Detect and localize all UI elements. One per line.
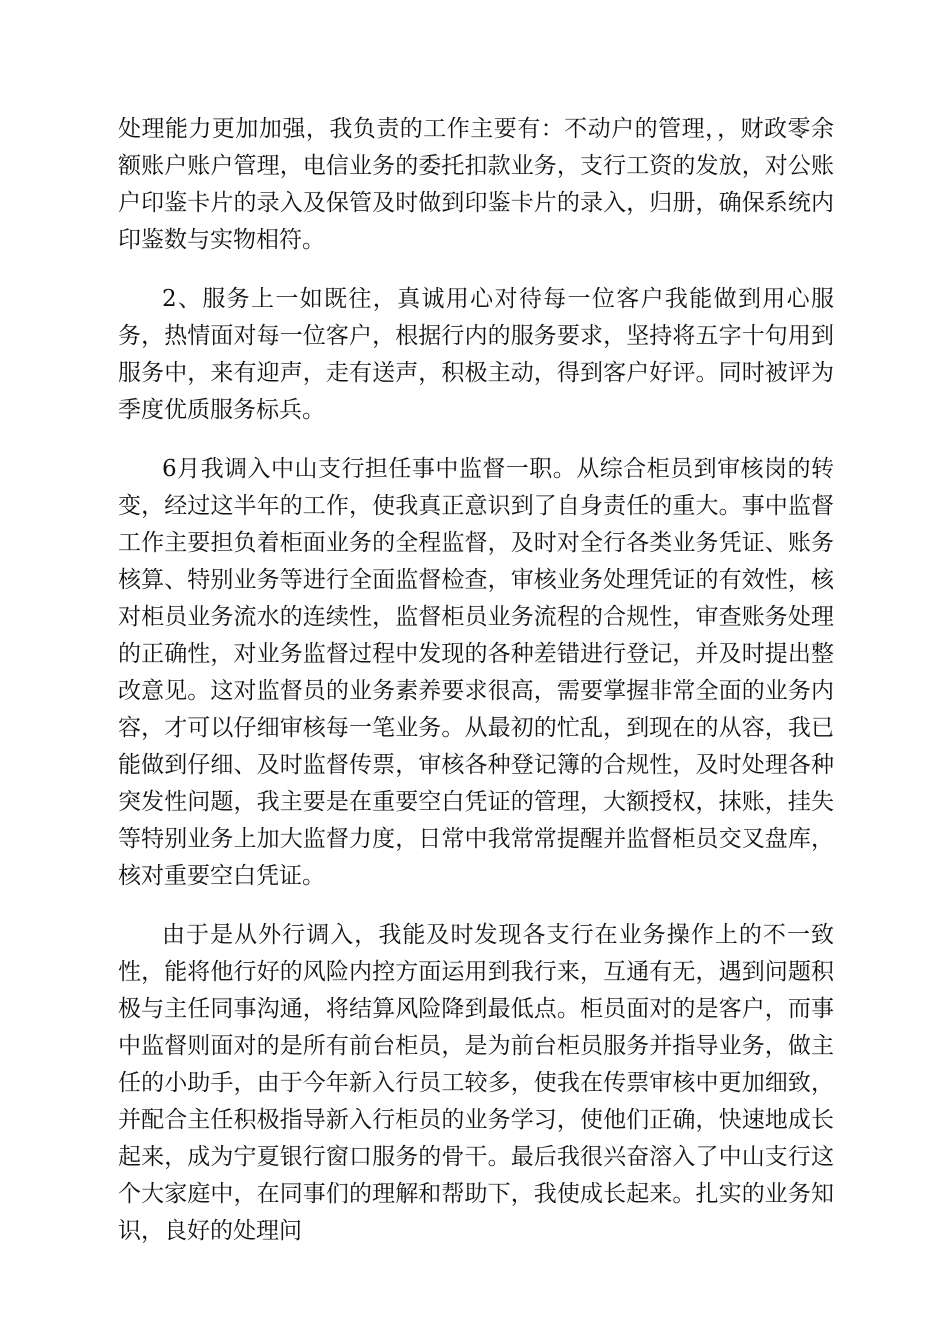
paragraph-supervision: 6月我调入中山支行担任事中监督一职。从综合柜员到审核岗的转变，经过这半年的工作，使我真正意识到了自身责任的重大。事中监督工作主要担负着柜面业务的全程监督，及时对全行各类业务凭证、账务核算、特别业务等进行全面监督检查，审核业务处理凭证的有效性，核对柜员业务流水的连续性，监督柜员业务流程的合规性，审查账务处理的正确性，对业务监督过程中发现的各种差错进行登记，并及时提出整改意见。这对监督员的业务素养要求很高，需要掌握非常全面的业务内容，才可以仔细审核每一笔业务。从最初的忙乱，到现在的从容，我已能做到仔细、及时监督传票，审核各种登记簿的合规性，及时处理各种突发性问题，我主要是在重要空白凭证的管理，大额授权，抹账，挂失等特别业务上加大监督力度，日常中我常常提醒并监督柜员交叉盘库，核对重要空白凭证。 — [118, 456, 834, 889]
paragraph-continued: 处理能力更加加强，我负责的工作主要有：不动户的管理，，财政零余额账户账户管理，电信业务的委托扣款业务，支行工资的发放，对公账户印鉴卡片的录入及保管及时做到印鉴卡片的录入，归册，确保系统内印鉴数与实物相符。 — [118, 116, 834, 253]
paragraph-service: 2、服务上一如既往，真诚用心对待每一位客户我能做到用心服务，热情面对每一位客户，根据行内的服务要求，坚持将五字十句用到服务中，来有迎声，走有送声，积极主动，得到客户好评。同时被评为季度优质服务标兵。 — [118, 286, 834, 423]
document-body — [118, 111, 834, 1272]
paragraph-transfer: 由于是从外行调入，我能及时发现各支行在业务操作上的不一致性，能将他行好的风险内控方面运用到我行来，互通有无，遇到问题积极与主任同事沟通，将结算风险降到最低点。柜员面对的是客户，而事中监督则面对的是所有前台柜员，是为前台柜员服务并指导业务，做主任的小助手，由于今年新入行员工较多，使我在传票审核中更加细致，并配合主任积极指导新入行柜员的业务学习，使他们正确，快速地成长起来，成为宁夏银行窗口服务的骨干。最后我很兴奋溶入了中山支行这个大家庭中，在同事们的理解和帮助下，我使成长起来。扎实的业务知识，良好的处理问 — [118, 922, 834, 1244]
